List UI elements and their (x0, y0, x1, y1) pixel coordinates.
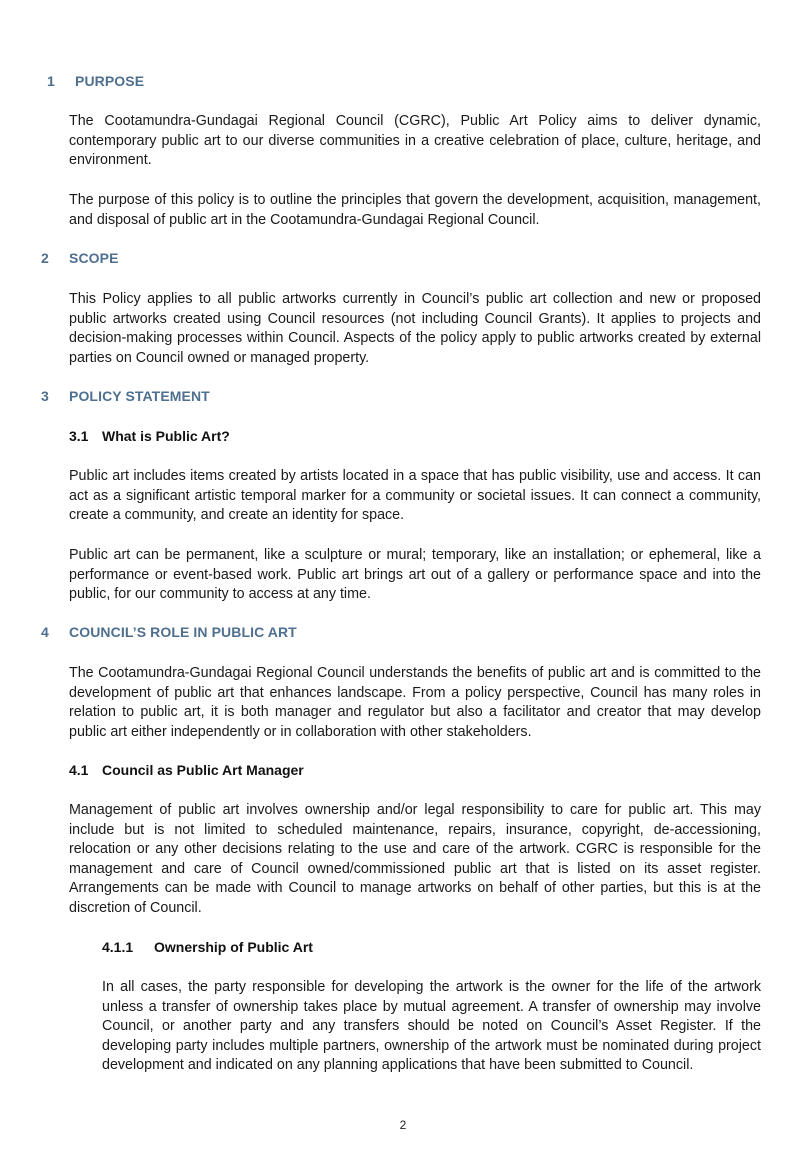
section-number: 2 (41, 250, 49, 266)
subsection-number: 3.1 (69, 428, 89, 444)
page-number: 2 (399, 1118, 407, 1132)
paragraph: This Policy applies to all public artworks currently in Council’s public art collection and new or proposed public artworks created using Council resources (not including Council Grants). It applies to projects and decision-making processes within Council. Aspects of the policy apply to public artworks created by external parties on Council owned or managed property. (69, 291, 761, 366)
section-number: 3 (41, 388, 49, 404)
section-title: PURPOSE (75, 73, 145, 89)
subsubsection-heading-ownership (102, 939, 313, 955)
subsection-number: 4.1 (69, 762, 89, 778)
section-number: 1 (47, 73, 55, 89)
section-number: 4 (41, 624, 49, 640)
section-heading-policy-statement (41, 388, 210, 404)
paragraph: The Cootamundra-Gundagai Regional Council understands the benefits of public art and is committed to the development of public art that enhances landscape. From a policy perspective, Council has many roles in relation to public art, it is both manager and regulator but also a facilitator and creator that may develop public art either independently or in collaboration with other stakeholders. (69, 665, 761, 740)
subsection-heading-what-is-public-art (69, 428, 230, 444)
subsubsection-number: 4.1.1 (102, 939, 134, 955)
paragraph: In all cases, the party responsible for developing the artwork is the owner for the life of the artwork unless a transfer of ownership takes place by mutual agreement. A transfer of ownership may involve Council, or another party and any transfers should be noted on Council’s Asset Register. If the developing party includes multiple partners, ownership of the artwork must be nominated during project development and indicated on any planning applications that have been submitted to Council. (102, 979, 761, 1074)
paragraph: The purpose of this policy is to outline the principles that govern the development, acquisition, management, and disposal of public art in the Cootamundra-Gundagai Regional Council. (69, 192, 761, 228)
section-heading-councils-role (41, 624, 297, 640)
paragraph: Public art includes items created by artists located in a space that has public visibility, use and access. It can act as a significant artistic temporal marker for a community or societal issues. It can connect a community, create a community, and create an identity for space. (69, 468, 761, 524)
section-heading-scope (41, 250, 119, 266)
section-title: SCOPE (69, 250, 119, 266)
paragraph: Public art can be permanent, like a sculpture or mural; temporary, like an installation; or ephemeral, like a performance or event-based work. Public art brings art out of a gallery or performance space and into the public, for our community to access at any time. (69, 547, 761, 603)
paragraph: Management of public art involves ownership and/or legal responsibility to care for public art. This may include but is not limited to scheduled maintenance, repairs, insurance, copyright, de-accessioning, relocation or any other decisions relating to the use and care of the artwork. CGRC is responsible for the management and care of Council owned/commissioned public art that is listed on its asset register. Arrangements can be made with Council to manage artworks on behalf of other parties, but this is at the discretion of Council. (69, 802, 761, 916)
subsection-title: What is Public Art? (102, 428, 230, 444)
subsection-title: Council as Public Art Manager (102, 762, 304, 778)
subsection-heading-council-as-manager (69, 762, 304, 778)
paragraph: The Cootamundra-Gundagai Regional Council (CGRC), Public Art Policy aims to deliver dynamic, contemporary public art to our diverse communities in a creative celebration of place, culture, heritage, and environment. (69, 113, 761, 169)
subsubsection-title: Ownership of Public Art (154, 939, 313, 955)
section-title: COUNCIL’S ROLE IN PUBLIC ART (69, 624, 297, 640)
section-heading-purpose (47, 73, 144, 89)
section-title: POLICY STATEMENT (69, 388, 210, 404)
